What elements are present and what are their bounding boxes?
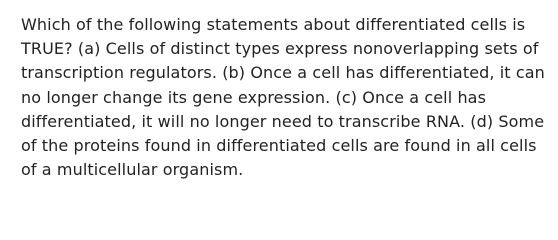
question-line: of the proteins found in differentiated cells are found in all cells xyxy=(21,136,537,156)
question-line: differentiated, it will no longer need to transcribe RNA. (d) Some xyxy=(21,111,545,131)
question-text xyxy=(21,13,551,182)
question-line: Which of the following statements about differentiated cells is xyxy=(21,15,526,34)
question-line: TRUE? (a) Cells of distinct types express nonoverlapping sets of xyxy=(21,39,539,59)
question-line: of a multicellular organism. xyxy=(21,160,244,180)
question-line: transcription regulators. (b) Once a cell has differentiated, it can xyxy=(21,63,545,83)
question-line: no longer change its gene expression. (c) Once a cell has xyxy=(21,87,487,107)
